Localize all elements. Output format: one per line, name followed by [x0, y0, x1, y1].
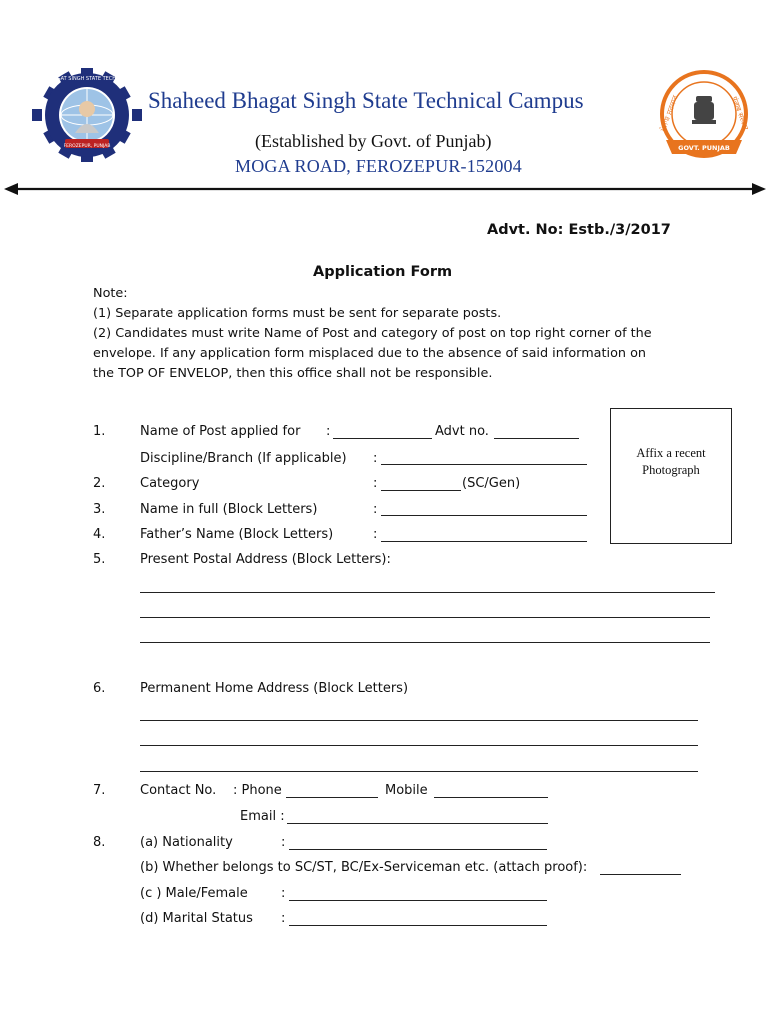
permanent-address-label: Permanent Home Address (Block Letters) — [140, 681, 409, 696]
nationality-field[interactable] — [289, 849, 547, 850]
gender-label: (c ) Male/Female — [140, 886, 248, 901]
mobile-label: Mobile — [385, 783, 428, 798]
email-label: Email : — [240, 809, 285, 824]
father-name-colon: : — [373, 527, 378, 542]
permanent-address-line-2[interactable] — [140, 745, 698, 746]
left-logo-text-bottom: FEROZEPUR, PUNJAB — [63, 144, 111, 149]
permanent-address-line-3[interactable] — [140, 771, 698, 772]
photo-box — [610, 408, 732, 544]
advt-no-field[interactable] — [494, 438, 579, 439]
note-item-2-line-3: the TOP OF ENVELOP, then this office shall not be responsible. — [93, 366, 493, 381]
mobile-field[interactable] — [434, 797, 548, 798]
marital-status-colon: : — [281, 911, 286, 926]
seal-text-bottom: GOVT. PUNJAB — [678, 144, 730, 152]
post-applied-label: Name of Post applied for — [140, 424, 301, 439]
item-number-7: 7. — [93, 783, 106, 798]
item-number-4: 4. — [93, 527, 106, 542]
note-heading: Note: — [93, 286, 128, 301]
category-label: Category — [140, 476, 200, 491]
present-address-line-1[interactable] — [140, 592, 715, 593]
permanent-address-line-1[interactable] — [140, 720, 698, 721]
marital-status-field[interactable] — [289, 925, 547, 926]
form-title: Application Form — [313, 264, 453, 280]
post-applied-field[interactable] — [333, 438, 432, 439]
post-colon: : — [326, 424, 331, 439]
discipline-colon: : — [373, 451, 378, 466]
discipline-field[interactable] — [381, 464, 587, 465]
present-address-line-3[interactable] — [140, 642, 710, 643]
present-address-label: Present Postal Address (Block Letters): — [140, 552, 391, 567]
note-item-1: (1) Separate application forms must be sent for separate posts. — [93, 306, 502, 321]
father-name-label: Father’s Name (Block Letters) — [140, 527, 334, 542]
full-name-label: Name in full (Block Letters) — [140, 502, 318, 517]
punjab-government-seal — [652, 70, 756, 162]
sc-st-label: (b) Whether belongs to SC/ST, BC/Ex-Serviceman etc. (attach proof): — [140, 860, 588, 875]
established-line: (Established by Govt. of Punjab) — [255, 131, 492, 151]
full-name-colon: : — [373, 502, 378, 517]
item-number-1: 1. — [93, 424, 106, 439]
category-colon: : — [373, 476, 378, 491]
category-field[interactable] — [381, 490, 461, 491]
item-number-3: 3. — [93, 502, 106, 517]
institution-name: Shaheed Bhagat Singh State Technical Campus — [148, 88, 584, 113]
email-field[interactable] — [287, 823, 548, 824]
item-number-5: 5. — [93, 552, 106, 567]
note-item-2-line-1: (2) Candidates must write Name of Post and category of post on top right corner of the — [93, 326, 652, 341]
discipline-label: Discipline/Branch (If applicable) — [140, 451, 347, 466]
phone-field[interactable] — [286, 797, 378, 798]
present-address-line-2[interactable] — [140, 617, 710, 618]
gender-colon: : — [281, 886, 286, 901]
header-divider-arrow — [4, 180, 766, 198]
full-name-field[interactable] — [381, 515, 587, 516]
nationality-colon: : — [281, 835, 286, 850]
institution-logo — [20, 68, 154, 163]
seal-text-left: ਪੰਜਾਬ ਸਰਕਾਰ — [658, 94, 680, 133]
sc-st-field[interactable] — [600, 874, 681, 875]
item-number-6: 6. — [93, 681, 106, 696]
left-logo-text-top: SHAHEED BHAGAT SINGH STATE TECHNICAL CAMPUS — [20, 76, 154, 82]
item-number-2: 2. — [93, 476, 106, 491]
marital-status-label: (d) Marital Status — [140, 911, 253, 926]
contact-label: Contact No. — [140, 783, 217, 798]
advt-no-label: Advt no. — [435, 424, 489, 439]
photo-box-line-2: Photograph — [642, 463, 700, 477]
item-number-8: 8. — [93, 835, 106, 850]
phone-label: : Phone — [233, 783, 282, 798]
seal-text-right: पंजाब सरकार — [730, 95, 750, 132]
advertisement-number: Advt. No: Estb./3/2017 — [487, 222, 671, 238]
note-item-2-line-2: envelope. If any application form misplaced due to the absence of said information on — [93, 346, 647, 361]
photo-box-line-1: Affix a recent — [636, 446, 706, 460]
father-name-field[interactable] — [381, 541, 587, 542]
institution-address: MOGA ROAD, FEROZEPUR-152004 — [235, 156, 522, 176]
category-suffix: (SC/Gen) — [462, 476, 521, 491]
nationality-label: (a) Nationality — [140, 835, 233, 850]
gender-field[interactable] — [289, 900, 547, 901]
